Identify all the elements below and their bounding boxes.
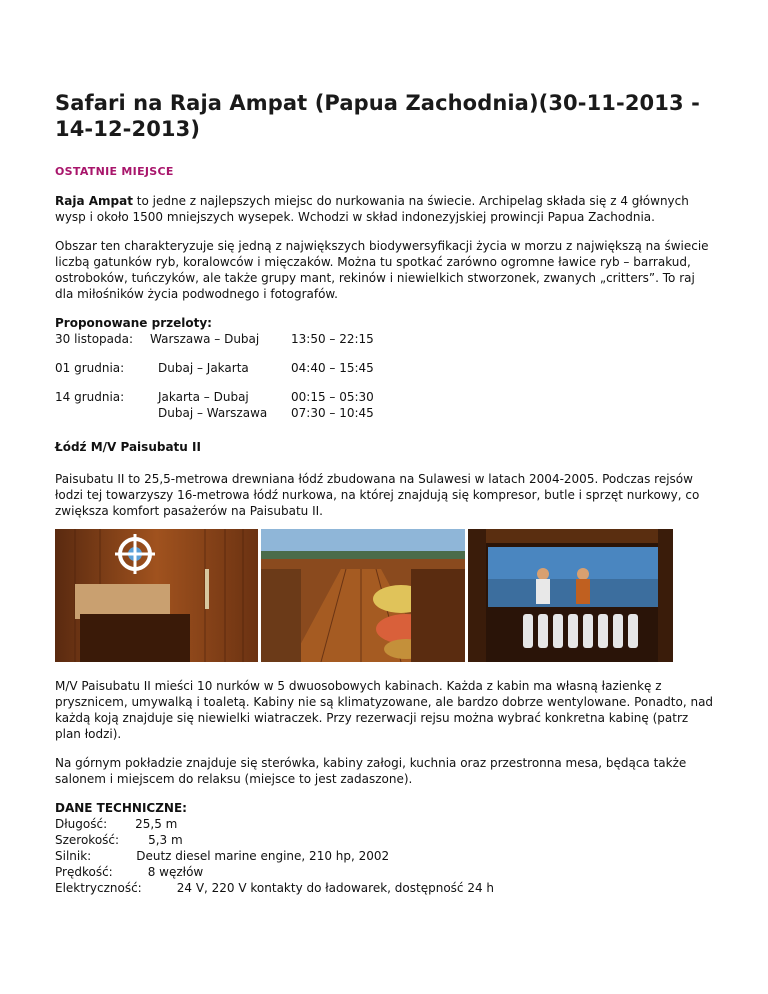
upper-deck-paragraph: Na górnym pokładzie znajduje się sterówka, kabiny załogi, kuchnia oraz przestronna mesa, będąca także salonem i miejscem do relaksu (miejsce to jest zadaszone). — [55, 756, 687, 786]
flight-time: 07:30 – 10:45 — [291, 406, 374, 420]
dive-deck-photo — [468, 529, 673, 662]
intro-paragraph — [55, 193, 715, 225]
tech-row — [55, 848, 715, 864]
flight-time: 04:40 – 15:45 — [291, 361, 374, 375]
intro-text: to jedne z najlepszych miejsc do nurkowania na świecie. Archipelag składa się z 4 głównych wysp i około 1500 mniejszych wysepek. Wchodzi w skład indonezyjskiej prowincji Papua Zachodnia. — [55, 194, 689, 224]
flight-date: 14 grudnia: — [55, 390, 125, 404]
cabin-photo — [55, 529, 258, 662]
tech-row — [55, 864, 715, 880]
tech-row — [55, 880, 715, 896]
flight-row — [55, 389, 715, 405]
tech-value: 24 V, 220 V kontakty do ładowarek, dostępność 24 h — [176, 881, 495, 895]
flight-date — [55, 405, 158, 421]
tech-value: 5,3 m — [148, 833, 183, 847]
tech-value: 25,5 m — [135, 817, 178, 831]
flight-time: 13:50 – 22:15 — [291, 332, 374, 346]
tech-value: Deutz diesel marine engine, 210 hp, 2002 — [136, 849, 390, 863]
flight-date: 30 listopada: — [55, 332, 134, 346]
flight-route: Jakarta – Dubaj — [158, 390, 249, 404]
tech-row — [55, 816, 715, 832]
flight-row — [55, 360, 715, 376]
tech-label: Elektryczność: — [55, 881, 142, 895]
photo-strip — [55, 529, 715, 662]
tech-label: Silnik: — [55, 849, 92, 863]
cabins-paragraph: M/V Paisubatu II mieści 10 nurków w 5 dwuosobowych kabinach. Każda z kabin ma własną łazienkę z prysznicem, umywalką i toaletą. Kabiny nie są klimatyzowane, ale bardzo dobrze wentylowane. Ponadto, nad każdą koją znajduje się niewielki wiatraczek. Przy rezerwacji rejsu można wybrać konkretna kabinę (patrz plan łodzi). — [55, 679, 714, 741]
tech-row — [55, 832, 715, 848]
tech-label: Prędkość: — [55, 865, 113, 879]
boat-heading: Łódź M/V Paisubatu II — [55, 440, 201, 454]
flights-header: Proponowane przeloty: — [55, 316, 212, 330]
flight-row — [55, 331, 715, 347]
flight-row — [55, 405, 715, 421]
flight-route: Warszawa – Dubaj — [150, 332, 260, 346]
tech-data-section — [55, 800, 715, 896]
flight-date: 01 grudnia: — [55, 361, 125, 375]
document-page — [55, 90, 715, 896]
tech-label: Długość: — [55, 817, 108, 831]
boat-paragraph: Paisubatu II to 25,5-metrowa drewniana łódź zbudowana na Sulawesi w latach 2004-2005. Podczas rejsów łodzi tej towarzyszy 16-metrowa łódź nurkowa, na której znajdują się kompresor, butle i sprzęt nurkowy, co zwiększa komfort pasażerów na Paisubatu II. — [55, 472, 700, 518]
tech-value: 8 węzłów — [147, 865, 204, 879]
tech-header: DANE TECHNICZNE: — [55, 801, 187, 815]
flight-route: Dubaj – Jakarta — [158, 361, 249, 375]
flights-section — [55, 315, 715, 421]
last-place-tag: OSTATNIE MIEJSCE — [55, 165, 174, 178]
area-paragraph: Obszar ten charakteryzuje się jedną z największych biodywersyfikacji życia w morzu z największą na świecie liczbą gatunków ryb, koralowców i mięczaków. Można tu spotkać zarówno ogromne ławice ryb – barrakud, ostroboków, tuńczyków, ale także grupy mant, rekinów i niewielkich stworzonek, zwanych „critters”. To raj dla miłośników życia podwodnego i fotografów. — [55, 239, 709, 301]
deck-photo — [261, 529, 465, 662]
flight-time: 00:15 – 05:30 — [291, 390, 374, 404]
tech-label: Szerokość: — [55, 833, 120, 847]
intro-bold: Raja Ampat — [55, 194, 133, 208]
flight-route: Dubaj – Warszawa — [158, 406, 268, 420]
page-title: Safari na Raja Ampat (Papua Zachodnia)(30-11-2013 - 14-12-2013) — [55, 91, 700, 141]
